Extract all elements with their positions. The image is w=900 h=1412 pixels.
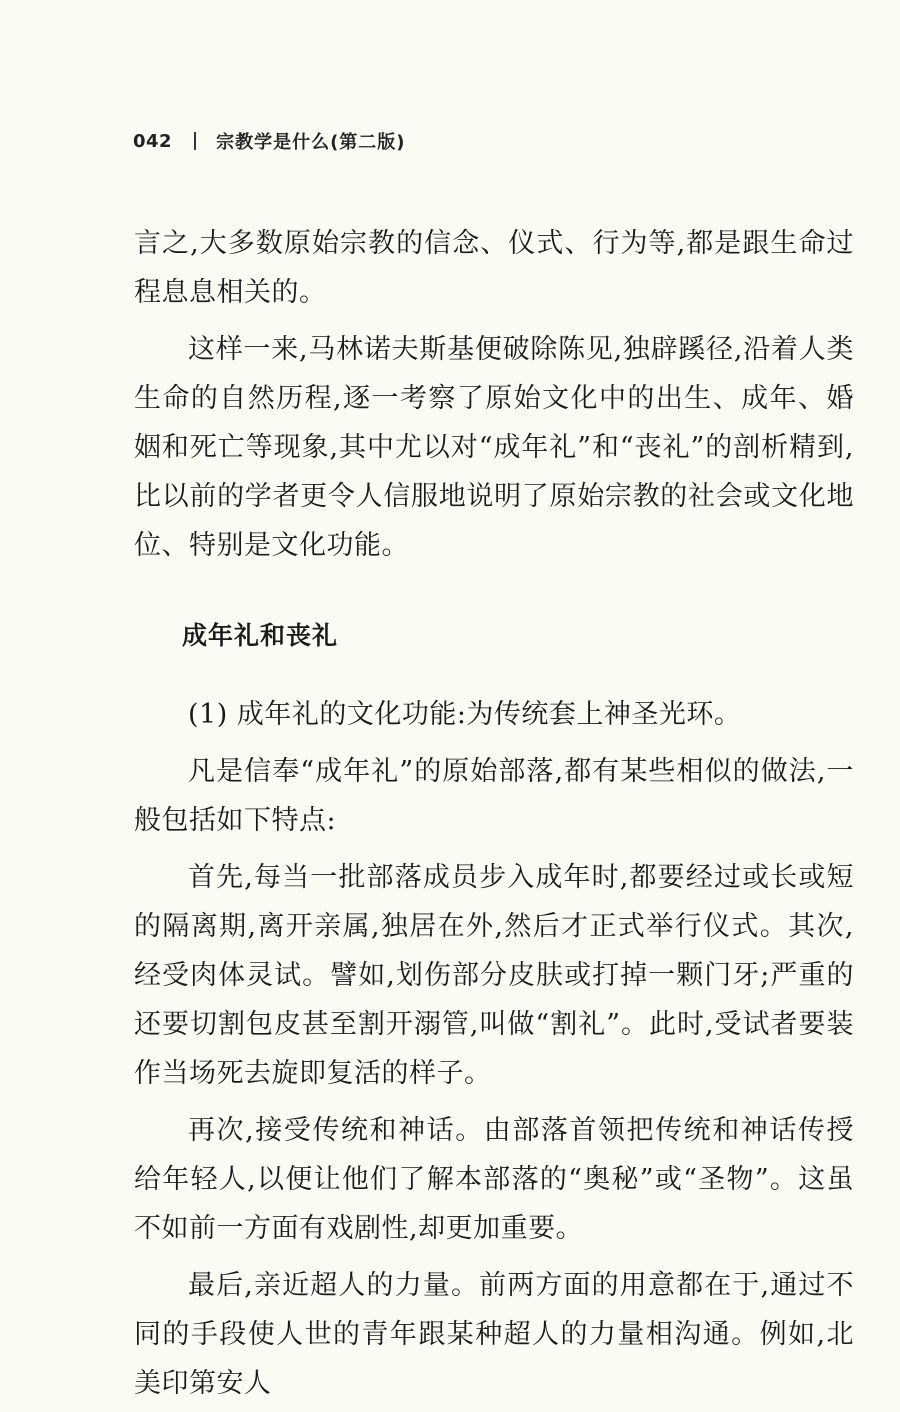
paragraph-features-intro: 凡是信奉“成年礼”的原始部落,都有某些相似的做法,一般包括如下特点:	[134, 756, 854, 836]
book-title: 宗教学是什么(第二版)	[216, 132, 406, 153]
paragraph-last: 最后,亲近超人的力量。前两方面的用意都在于,通过不同的手段使人世的青年跟某种超人的力量相沟通。例如,北美印第安人	[134, 1270, 854, 1399]
paragraph-subheading: (1) 成年礼的文化功能:为传统套上神圣光环。	[188, 699, 742, 730]
paragraph-third: 再次,接受传统和神话。由部落首领把传统和神话传授给年轻人,以便让他们了解本部落的“奥秘”或“圣物”。这虽不如前一方面有戏剧性,却更加重要。	[134, 1115, 854, 1244]
page-body	[134, 219, 854, 1408]
page-header	[133, 126, 406, 156]
header-divider	[194, 132, 196, 150]
section-heading: 成年礼和丧礼	[182, 621, 339, 650]
paragraph-continuation: 言之,大多数原始宗教的信念、仪式、行为等,都是跟生命过程息息相关的。	[134, 228, 854, 308]
paragraph-first-second: 首先,每当一批部落成员步入成年时,都要经过或长或短的隔离期,离开亲属,独居在外,然后才正式举行仪式。其次,经受肉体灵试。譬如,划伤部分皮肤或打掉一颗门牙;严重的还要切割包皮甚至割开溺管,叫做“割礼”。此时,受试者要装作当场死去旋即复活的样子。	[134, 862, 854, 1089]
paragraph-malinowski: 这样一来,马林诺夫斯基便破除陈见,独辟蹊径,沿着人类生命的自然历程,逐一考察了原始文化中的出生、成年、婚姻和死亡等现象,其中尤以对“成年礼”和“丧礼”的剖析精到,比以前的学者更令人信服地说明了原始宗教的社会或文化地位、特别是文化功能。	[134, 334, 854, 561]
page-number: 042	[133, 130, 173, 152]
